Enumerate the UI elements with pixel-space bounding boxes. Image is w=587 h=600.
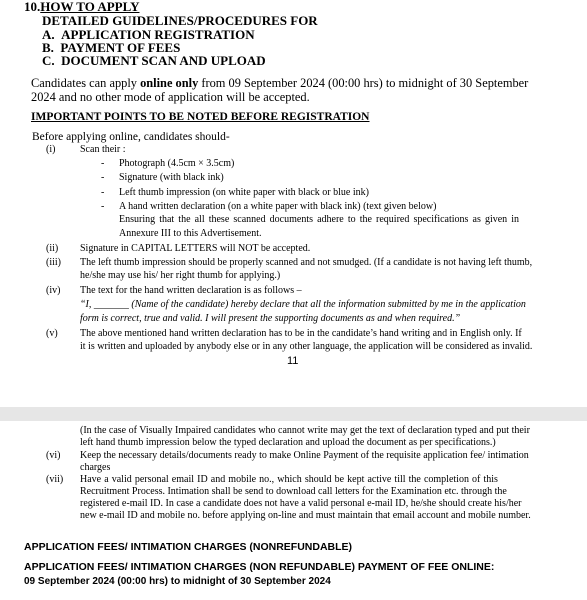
list-item: C. DOCUMENT SCAN AND UPLOAD — [42, 53, 266, 68]
item-text: Scan their : — [80, 144, 126, 155]
document-page-1: 10.HOW TO APPLY DETAILED GUIDELINES/PROCEDURES FOR A. APPLICATION REGISTRATION B. PAYMENT OF FEES C. DOCUMENT SCAN AND UPLOAD Candidates can apply online only from 09 September 2024 (00:00 hrs) to midnight of 30 September 2024 and no other mode of application will be accepted. IMPORTANT POINTS TO BE NOTED BEFORE REGISTRATION Before applying online, candidates should- (i) Scan their : - Photograph (4.5cm × 3.5cm) - Signature (with black ink) - Left thumb impression (on white paper with black or blue ink) - A hand written declaration (on a white paper with black ink) (text given below) Ensuring that the all these scanned documents adhere to the required specifications as given in Annexure III to this Advertisement. (ii) Signature in CAPITAL LETTERS will NOT be accepted. (iii) The left thumb impression should be properly scanned and not smudged. (If a candidate is not having left thumb, he/she may use his/ her right thumb for applying.) (iv) The text for the hand written declaration is as follows – “I, _______ (Name of the candidate) hereby declare that all the information submitted by me in the application form is correct, true and valid. I will present the supporting documents as and when required.” (v) The above mentioned hand written declaration has to be in the candidate’s hand writing and in English only. If it is written and uploaded by anybody else or in any other language, the application will be considered as invalid. 11 — [0, 0, 587, 380]
item-text: The left thumb impression should be properly scanned and not smudged. (If a candidate is not having left thumb, — [80, 257, 533, 268]
item-text: charges — [80, 462, 111, 473]
declaration-text: form is correct, true and valid. I will present the supporting documents as and when required.” — [80, 313, 461, 324]
important-heading: IMPORTANT POINTS TO BE NOTED BEFORE REGISTRATION — [31, 111, 370, 123]
declaration-text: “I, _______ (Name of the candidate) hereby declare that all the information submitted by me in the application — [80, 299, 526, 310]
scan-item: Signature (with black ink) — [119, 172, 224, 183]
fees-heading: APPLICATION FEES/ INTIMATION CHARGES (NONREFUNDABLE) — [24, 541, 353, 553]
item-text: Have a valid personal email ID and mobile no., which should be kept active till the completion of this — [80, 474, 498, 485]
annexure-text: Annexure III to this Advertisement. — [119, 228, 262, 239]
item-text: The above mentioned hand written declaration has to be in the candidate’s hand writing and in English only. If — [80, 328, 522, 339]
item-text: Signature in CAPITAL LETTERS will NOT be accepted. — [80, 243, 311, 254]
section-title: HOW TO APPLY — [40, 0, 140, 14]
item-text: (In the case of Visually Impaired candidates who cannot write may get the text of declaration typed and put their — [80, 425, 530, 436]
scan-item: Left thumb impression (on white paper with black or blue ink) — [119, 187, 369, 198]
item-label: (v) — [46, 328, 58, 339]
item-text: The text for the hand written declaration is as follows – — [80, 285, 302, 296]
page-break — [0, 380, 587, 420]
before-text: Before applying online, candidates should- — [32, 131, 230, 143]
item-label: (ii) — [46, 243, 59, 254]
item-text: Recruitment Process. Intimation shall be send to download call letters for the Examination etc. through the — [80, 486, 507, 497]
item-text: he/she may use his/ her right thumb for applying.) — [80, 270, 281, 281]
item-text: new e-mail ID and mobile no. before applying on-line and must maintain that email account and mobile number. — [80, 510, 531, 521]
intro-paragraph: Candidates can apply online only from 09 September 2024 (00:00 hrs) to midnight of 30 September 2024 and no other mode of application will be accepted. — [31, 76, 529, 104]
section-heading — [24, 0, 139, 14]
item-label: (i) — [46, 144, 56, 155]
section-number: 10. — [24, 0, 41, 14]
item-text: left hand thumb impression below the typed declaration and upload the document as per specifications.) — [80, 437, 496, 448]
list-item: A. APPLICATION REGISTRATION — [42, 27, 255, 42]
fees-dates: 09 September 2024 (00:00 hrs) to midnight of 30 September 2024 — [24, 576, 331, 587]
item-label: (vii) — [46, 474, 64, 485]
item-label: (vi) — [46, 450, 61, 461]
item-label: (iv) — [46, 285, 61, 296]
scan-item: A hand written declaration (on a white paper with black ink) (text given below) — [119, 201, 437, 212]
page-separator — [0, 407, 587, 421]
item-text: registered e-mail ID. In case a candidate does not have a valid personal e-mail ID, he/she should create his/her — [80, 498, 522, 509]
item-text: Keep the necessary details/documents ready to make Online Payment of the requisite application fee/ intimation — [80, 450, 529, 461]
scan-item: Photograph (4.5cm × 3.5cm) — [119, 158, 235, 169]
item-label: (iii) — [46, 257, 61, 268]
page-number: 11 — [287, 355, 299, 367]
document-page-2 — [0, 421, 587, 600]
ensuring-text: Ensuring that the all these scanned documents adhere to the required specifications as given in — [119, 214, 520, 225]
fees-heading-online: APPLICATION FEES/ INTIMATION CHARGES (NON REFUNDABLE) PAYMENT OF FEE ONLINE: — [24, 561, 495, 573]
guidelines-subtitle: DETAILED GUIDELINES/PROCEDURES FOR — [42, 13, 318, 28]
item-text: it is written and uploaded by anybody else or in any other language, the application will be considered as invalid. — [80, 341, 533, 352]
list-item: B. PAYMENT OF FEES — [42, 40, 181, 55]
